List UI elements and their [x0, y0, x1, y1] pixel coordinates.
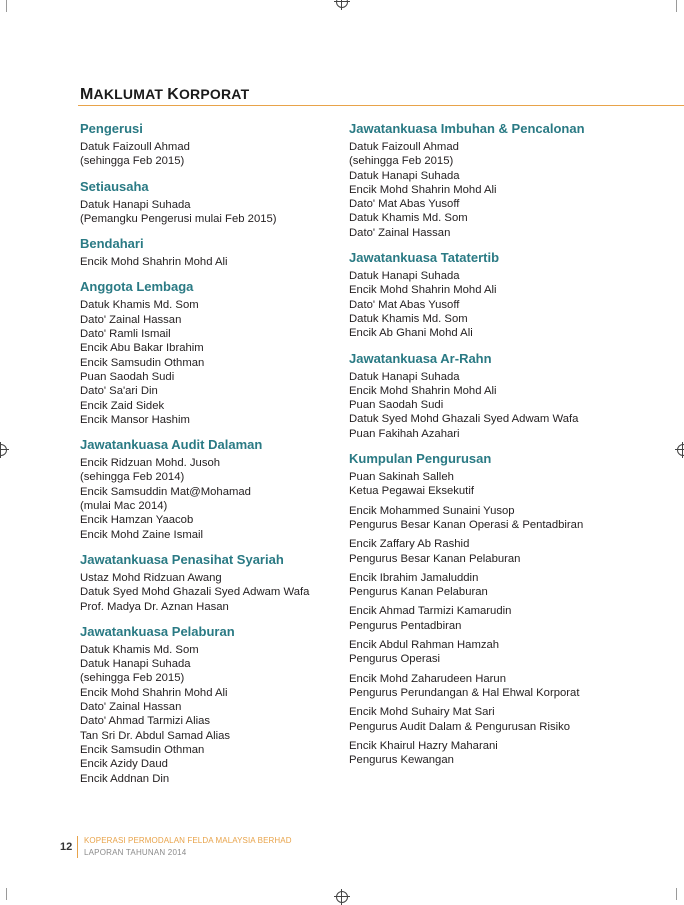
member-name: Encik Khairul Hazry Maharani [349, 739, 498, 752]
member-name: Encik Mohd Suhairy Mat Sari [349, 706, 495, 719]
member-line: Prof. Madya Dr. Aznan Hasan [80, 600, 229, 613]
member-line: Encik Azidy Daud [80, 758, 168, 771]
member-line: Datuk Hanapi Suhada [80, 658, 191, 671]
crop-mark [6, 888, 7, 900]
member-line: Puan Saodah Sudi [349, 399, 444, 412]
section-heading: Bendahari [80, 236, 144, 252]
management-member [349, 705, 669, 734]
section-heading: Anggota Lembaga [80, 279, 194, 295]
member-line: (mulai Mac 2014) [80, 500, 168, 513]
management-member [349, 504, 669, 533]
member-name: Encik Mohd Zaharudeen Harun [349, 672, 506, 685]
member-line: Puan Saodah Sudi [80, 370, 175, 383]
member-line: Datuk Hanapi Suhada [349, 370, 460, 383]
committee-section [349, 351, 669, 441]
management-member [349, 470, 669, 499]
member-line: (sehingga Feb 2015) [80, 672, 185, 685]
member-line: Tan Sri Dr. Abdul Samad Alias [80, 729, 231, 742]
member-line: Dato' Ramli Ismail [80, 328, 171, 341]
member-line: Encik Ridzuan Mohd. Jusoh [80, 457, 221, 470]
registration-mark-icon [0, 444, 7, 456]
member-role: Pengurus Besar Kanan Pelaburan [349, 552, 521, 565]
member-line: Dato' Zainal Hassan [349, 226, 451, 239]
section-heading: Jawatankuasa Pelaburan [80, 623, 235, 639]
section-heading: Kumpulan Pengurusan [349, 451, 492, 467]
committee-section [80, 279, 340, 427]
crop-mark [676, 888, 677, 900]
member-line: Dato' Zainal Hassan [80, 701, 182, 714]
management-member [349, 638, 669, 667]
member-role: Pengurus Kewangan [349, 754, 454, 767]
member-role: Pengurus Audit Dalam & Pengurusan Risiko [349, 720, 571, 733]
section-heading: Jawatankuasa Audit Dalaman [80, 437, 263, 453]
section-heading: Pengerusi [80, 121, 143, 136]
management-member [349, 537, 669, 566]
member-role: Pengurus Besar Kanan Operasi & Pentadbiran [349, 518, 584, 531]
section-heading: Jawatankuasa Imbuhan & Pencalonan [349, 121, 585, 136]
crop-mark [6, 0, 7, 12]
member-line: Encik Ab Ghani Mohd Ali [349, 327, 473, 340]
section-heading: Setiausaha [80, 178, 149, 194]
left-column [80, 121, 340, 796]
committee-section [80, 236, 340, 269]
member-line: Encik Mansor Hashim [80, 413, 190, 426]
registration-mark-icon [336, 0, 348, 8]
section-heading: Jawatankuasa Penasihat Syariah [80, 551, 284, 567]
registration-mark-icon [677, 444, 684, 456]
member-line: (sehingga Feb 2014) [80, 471, 185, 484]
member-line: Encik Mohd Shahrin Mohd Ali [349, 384, 497, 397]
member-line: Dato' Mat Abas Yusoff [349, 198, 460, 211]
management-member [349, 571, 669, 600]
member-role: Pengurus Kanan Pelaburan [349, 586, 488, 599]
committee-section [80, 121, 340, 169]
right-column [349, 121, 669, 777]
member-line: (sehingga Feb 2015) [349, 155, 454, 168]
member-line: (sehingga Feb 2015) [80, 155, 185, 168]
member-name: Encik Mohammed Sunaini Yusop [349, 504, 515, 517]
member-line: Dato' Ahmad Tarmizi Alias [80, 715, 211, 728]
member-line: Datuk Faizoull Ahmad [80, 141, 190, 153]
member-line: Dato' Zainal Hassan [80, 313, 182, 326]
member-line: Encik Addnan Din [80, 772, 170, 785]
member-name: Puan Sakinah Salleh [349, 471, 454, 484]
member-line: Ustaz Mohd Ridzuan Awang [80, 571, 222, 584]
member-name: Encik Abdul Rahman Hamzah [349, 639, 500, 652]
management-member [349, 604, 669, 633]
registration-mark-icon [336, 891, 348, 903]
member-line: Datuk Khamis Md. Som [349, 212, 468, 225]
crop-mark [676, 0, 677, 12]
member-line: Datuk Khamis Md. Som [80, 643, 199, 656]
member-line: Encik Mohd Shahrin Mohd Ali [349, 284, 497, 297]
footer-organization: KOPERASI PERMODALAN FELDA MALAYSIA BERHAD [84, 836, 292, 845]
member-line: Datuk Hanapi Suhada [349, 270, 460, 283]
member-line: Datuk Hanapi Suhada [349, 169, 460, 182]
footer-report-title: LAPORAN TAHUNAN 2014 [84, 848, 187, 857]
member-line: Dato' Mat Abas Yusoff [349, 298, 460, 311]
member-line: Encik Hamzan Yaacob [80, 514, 194, 527]
member-line: Encik Mohd Shahrin Mohd Ali [80, 686, 228, 699]
member-line: Encik Samsuddin Mat@Mohamad [80, 485, 251, 498]
member-line: Dato' Sa'ari Din [80, 385, 158, 398]
member-line: Datuk Hanapi Suhada [80, 198, 191, 211]
footer-divider [77, 836, 78, 858]
member-line: Datuk Khamis Md. Som [349, 312, 468, 325]
member-line: Encik Mohd Shahrin Mohd Ali [349, 183, 497, 196]
member-line: Datuk Faizoull Ahmad [349, 141, 459, 153]
committee-section [349, 121, 669, 240]
title-divider [78, 105, 684, 106]
section-heading: Jawatankuasa Ar-Rahn [349, 350, 492, 366]
member-line: Datuk Khamis Md. Som [80, 299, 199, 312]
member-name: Encik Zaffary Ab Rashid [349, 538, 470, 551]
member-role: Pengurus Perundangan & Hal Ehwal Korporat [349, 686, 580, 699]
management-member [349, 739, 669, 768]
member-line: Encik Zaid Sidek [80, 399, 165, 412]
management-member [349, 672, 669, 701]
member-role: Ketua Pegawai Eksekutif [349, 485, 474, 498]
member-name: Encik Ibrahim Jamaluddin [349, 571, 479, 584]
management-section [349, 451, 669, 767]
page-number: 12 [60, 841, 73, 853]
page-title: MAKLUMAT KORPORAT [80, 86, 250, 103]
member-line: Datuk Syed Mohd Ghazali Syed Adwam Wafa [80, 586, 310, 599]
section-heading: Jawatankuasa Tatatertib [349, 250, 500, 266]
member-role: Pengurus Pentadbiran [349, 619, 462, 632]
member-line: Encik Abu Bakar Ibrahim [80, 342, 204, 355]
member-line: Puan Fakihah Azahari [349, 427, 460, 440]
member-line: Encik Mohd Shahrin Mohd Ali [80, 256, 228, 269]
member-line: Datuk Syed Mohd Ghazali Syed Adwam Wafa [349, 413, 579, 426]
member-line: Encik Samsudin Othman [80, 356, 205, 369]
committee-section [349, 250, 669, 340]
committee-section [80, 552, 340, 614]
committee-section [80, 437, 340, 542]
member-line: Encik Samsudin Othman [80, 743, 205, 756]
committee-section [80, 179, 340, 227]
member-line: Encik Mohd Zaine Ismail [80, 528, 204, 541]
member-line: (Pemangku Pengerusi mulai Feb 2015) [80, 212, 277, 225]
committee-section [80, 624, 340, 786]
member-role: Pengurus Operasi [349, 653, 441, 666]
member-name: Encik Ahmad Tarmizi Kamarudin [349, 605, 512, 618]
